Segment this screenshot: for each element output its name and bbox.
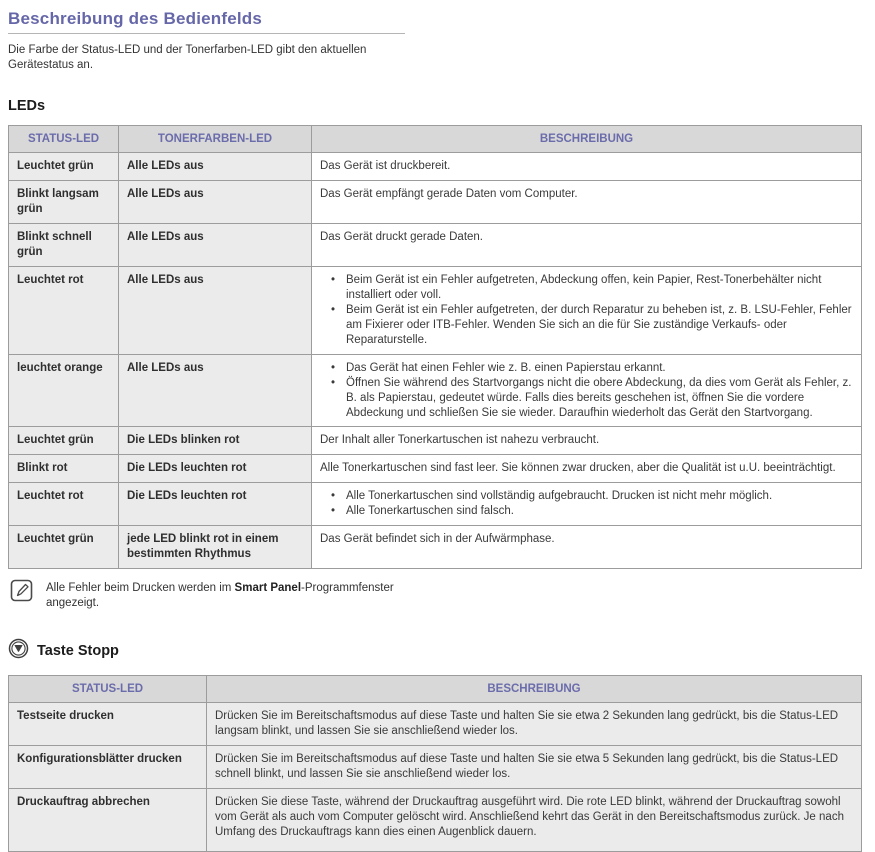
table-row xyxy=(9,746,862,789)
status-cell: Blinkt langsam grün xyxy=(9,181,119,224)
table-row xyxy=(9,427,862,455)
action-cell: Druckauftrag abbrechen xyxy=(9,789,207,852)
bullet-item xyxy=(320,489,853,504)
table-row xyxy=(9,789,862,852)
description-cell xyxy=(312,526,862,569)
status-cell: Blinkt rot xyxy=(9,455,119,483)
bullet-icon: • xyxy=(330,274,336,287)
description-text: Das Gerät empfängt gerade Daten vom Computer. xyxy=(320,188,578,201)
bullet-item xyxy=(320,273,853,303)
bullet-item xyxy=(320,361,853,376)
description-cell: Drücken Sie diese Taste, während der Druckauftrag ausgeführt wird. Die rote LED blinkt, während der Druckauftrag sowohl vom Gerät als auch vom Computer gelöscht wird. Anschließend kehrt das Gerät in den Bereitschaftsmodus zurück. Je nach Umfang des Druckauftrags kann dies einen Augenblick dauern. xyxy=(207,789,862,852)
description-text: Öffnen Sie während des Startvorgangs nicht die obere Abdeckung, da dies vom Gerät als Fehler, z. B. als Papierstau, gedeutet würde. Falls dies bereits geschehen ist, öffnen Sie die vordere Abdeckung und schließen Sie sie wieder. Daraufhin wiederholt das Gerät den Startvorgang. xyxy=(346,376,852,419)
status-cell: Blinkt schnell grün xyxy=(9,224,119,267)
bullet-icon: • xyxy=(330,303,336,316)
column-header-status-led: STATUS-LED xyxy=(9,126,119,153)
toner-cell: jede LED blinkt rot in einem bestimmten Rhythmus xyxy=(119,526,312,569)
table-row xyxy=(9,354,862,427)
toner-cell: Die LEDs leuchten rot xyxy=(119,455,312,483)
table-row xyxy=(9,703,862,746)
bullet-icon: • xyxy=(330,376,336,389)
status-cell: leuchtet orange xyxy=(9,354,119,427)
status-cell: Leuchtet grün xyxy=(9,427,119,455)
table-row xyxy=(9,267,862,355)
table-header-row xyxy=(9,126,862,153)
action-cell: Konfigurationsblätter drucken xyxy=(9,746,207,789)
table-row xyxy=(9,526,862,569)
toner-cell: Die LEDs leuchten rot xyxy=(119,483,312,526)
description-cell: Drücken Sie im Bereitschaftsmodus auf diese Taste und halten Sie sie etwa 5 Sekunden lang gedrückt, bis die Status-LED schnell blinkt, und lassen Sie sie anschließend wieder los. xyxy=(207,746,862,789)
intro-text: Die Farbe der Status-LED und der Tonerfarben-LED gibt den aktuellen Gerätestatus an. xyxy=(8,44,367,72)
description-cell xyxy=(312,153,862,181)
description-text: Das Gerät ist druckbereit. xyxy=(320,160,451,173)
description-text: Beim Gerät ist ein Fehler aufgetreten, Abdeckung offen, kein Papier, Rest-Tonerbehälter nicht installiert oder voll. xyxy=(346,274,822,301)
toner-cell: Alle LEDs aus xyxy=(119,267,312,355)
title-divider xyxy=(8,33,405,34)
note-pencil-icon xyxy=(10,579,33,607)
bullet-icon: • xyxy=(330,490,336,503)
description-cell xyxy=(312,181,862,224)
column-header-status-led: STATUS-LED xyxy=(9,676,207,703)
note xyxy=(10,579,862,611)
bullet-item xyxy=(320,504,853,519)
column-header-beschreibung: BESCHREIBUNG xyxy=(312,126,862,153)
toner-cell: Alle LEDs aus xyxy=(119,354,312,427)
toner-cell: Alle LEDs aus xyxy=(119,153,312,181)
leds-section-heading: LEDs xyxy=(8,98,46,115)
description-text: Alle Tonerkartuschen sind falsch. xyxy=(346,505,514,518)
description-cell xyxy=(312,455,862,483)
status-cell: Leuchtet grün xyxy=(9,526,119,569)
description-text: Beim Gerät ist ein Fehler aufgetreten, der durch Reparatur zu beheben ist, z. B. LSU-Fehler, Fehler am Fixierer oder ITB-Fehler. Wenden Sie sich an die für Sie zuständige Verkaufs- oder Reparaturstelle. xyxy=(346,303,852,346)
note-text-pre: Alle Fehler beim Drucken werden im xyxy=(46,582,235,595)
status-cell: Leuchtet grün xyxy=(9,153,119,181)
status-cell: Leuchtet rot xyxy=(9,267,119,355)
description-text: Alle Tonerkartuschen sind fast leer. Sie können zwar drucken, aber die Qualität ist u.U. beeinträchtigt. xyxy=(320,462,836,475)
stop-table xyxy=(8,675,862,852)
stop-section-header xyxy=(8,638,862,664)
bullet-item xyxy=(320,303,853,348)
description-text: Alle Tonerkartuschen sind vollständig aufgebraucht. Drucken ist nicht mehr möglich. xyxy=(346,490,773,503)
description-cell xyxy=(312,427,862,455)
table-row xyxy=(9,181,862,224)
table-row xyxy=(9,483,862,526)
stop-section-heading: Taste Stopp xyxy=(37,643,119,660)
bullet-icon: • xyxy=(330,361,336,374)
table-row xyxy=(9,455,862,483)
stop-button-icon xyxy=(8,638,29,664)
page-title: Beschreibung des Bedienfelds xyxy=(8,9,263,28)
description-text: Das Gerät befindet sich in der Aufwärmphase. xyxy=(320,533,555,546)
table-row xyxy=(9,224,862,267)
note-text-bold: Smart Panel xyxy=(234,582,302,595)
description-text: Das Gerät hat einen Fehler wie z. B. einen Papierstau erkannt. xyxy=(346,361,666,374)
description-cell xyxy=(312,354,862,427)
toner-cell: Die LEDs blinken rot xyxy=(119,427,312,455)
column-header-tonerfarben-led: TONERFARBEN-LED xyxy=(119,126,312,153)
description-text: Das Gerät druckt gerade Daten. xyxy=(320,231,483,244)
note-text xyxy=(46,579,424,611)
description-cell xyxy=(312,267,862,355)
status-cell: Leuchtet rot xyxy=(9,483,119,526)
leds-table xyxy=(8,125,862,569)
table-header-row xyxy=(9,676,862,703)
action-cell: Testseite drucken xyxy=(9,703,207,746)
description-cell xyxy=(312,483,862,526)
note-text-post: -Programmfenster angezeigt. xyxy=(46,582,394,610)
description-text: Der Inhalt aller Tonerkartuschen ist nahezu verbraucht. xyxy=(320,434,600,447)
toner-cell: Alle LEDs aus xyxy=(119,224,312,267)
description-cell xyxy=(312,224,862,267)
table-row xyxy=(9,153,862,181)
bullet-icon: • xyxy=(330,505,336,518)
column-header-beschreibung: BESCHREIBUNG xyxy=(207,676,862,703)
toner-cell: Alle LEDs aus xyxy=(119,181,312,224)
bullet-item xyxy=(320,376,853,421)
description-cell: Drücken Sie im Bereitschaftsmodus auf diese Taste und halten Sie sie etwa 2 Sekunden lang gedrückt, bis die Status-LED langsam blinkt, und lassen Sie sie anschließend wieder los. xyxy=(207,703,862,746)
